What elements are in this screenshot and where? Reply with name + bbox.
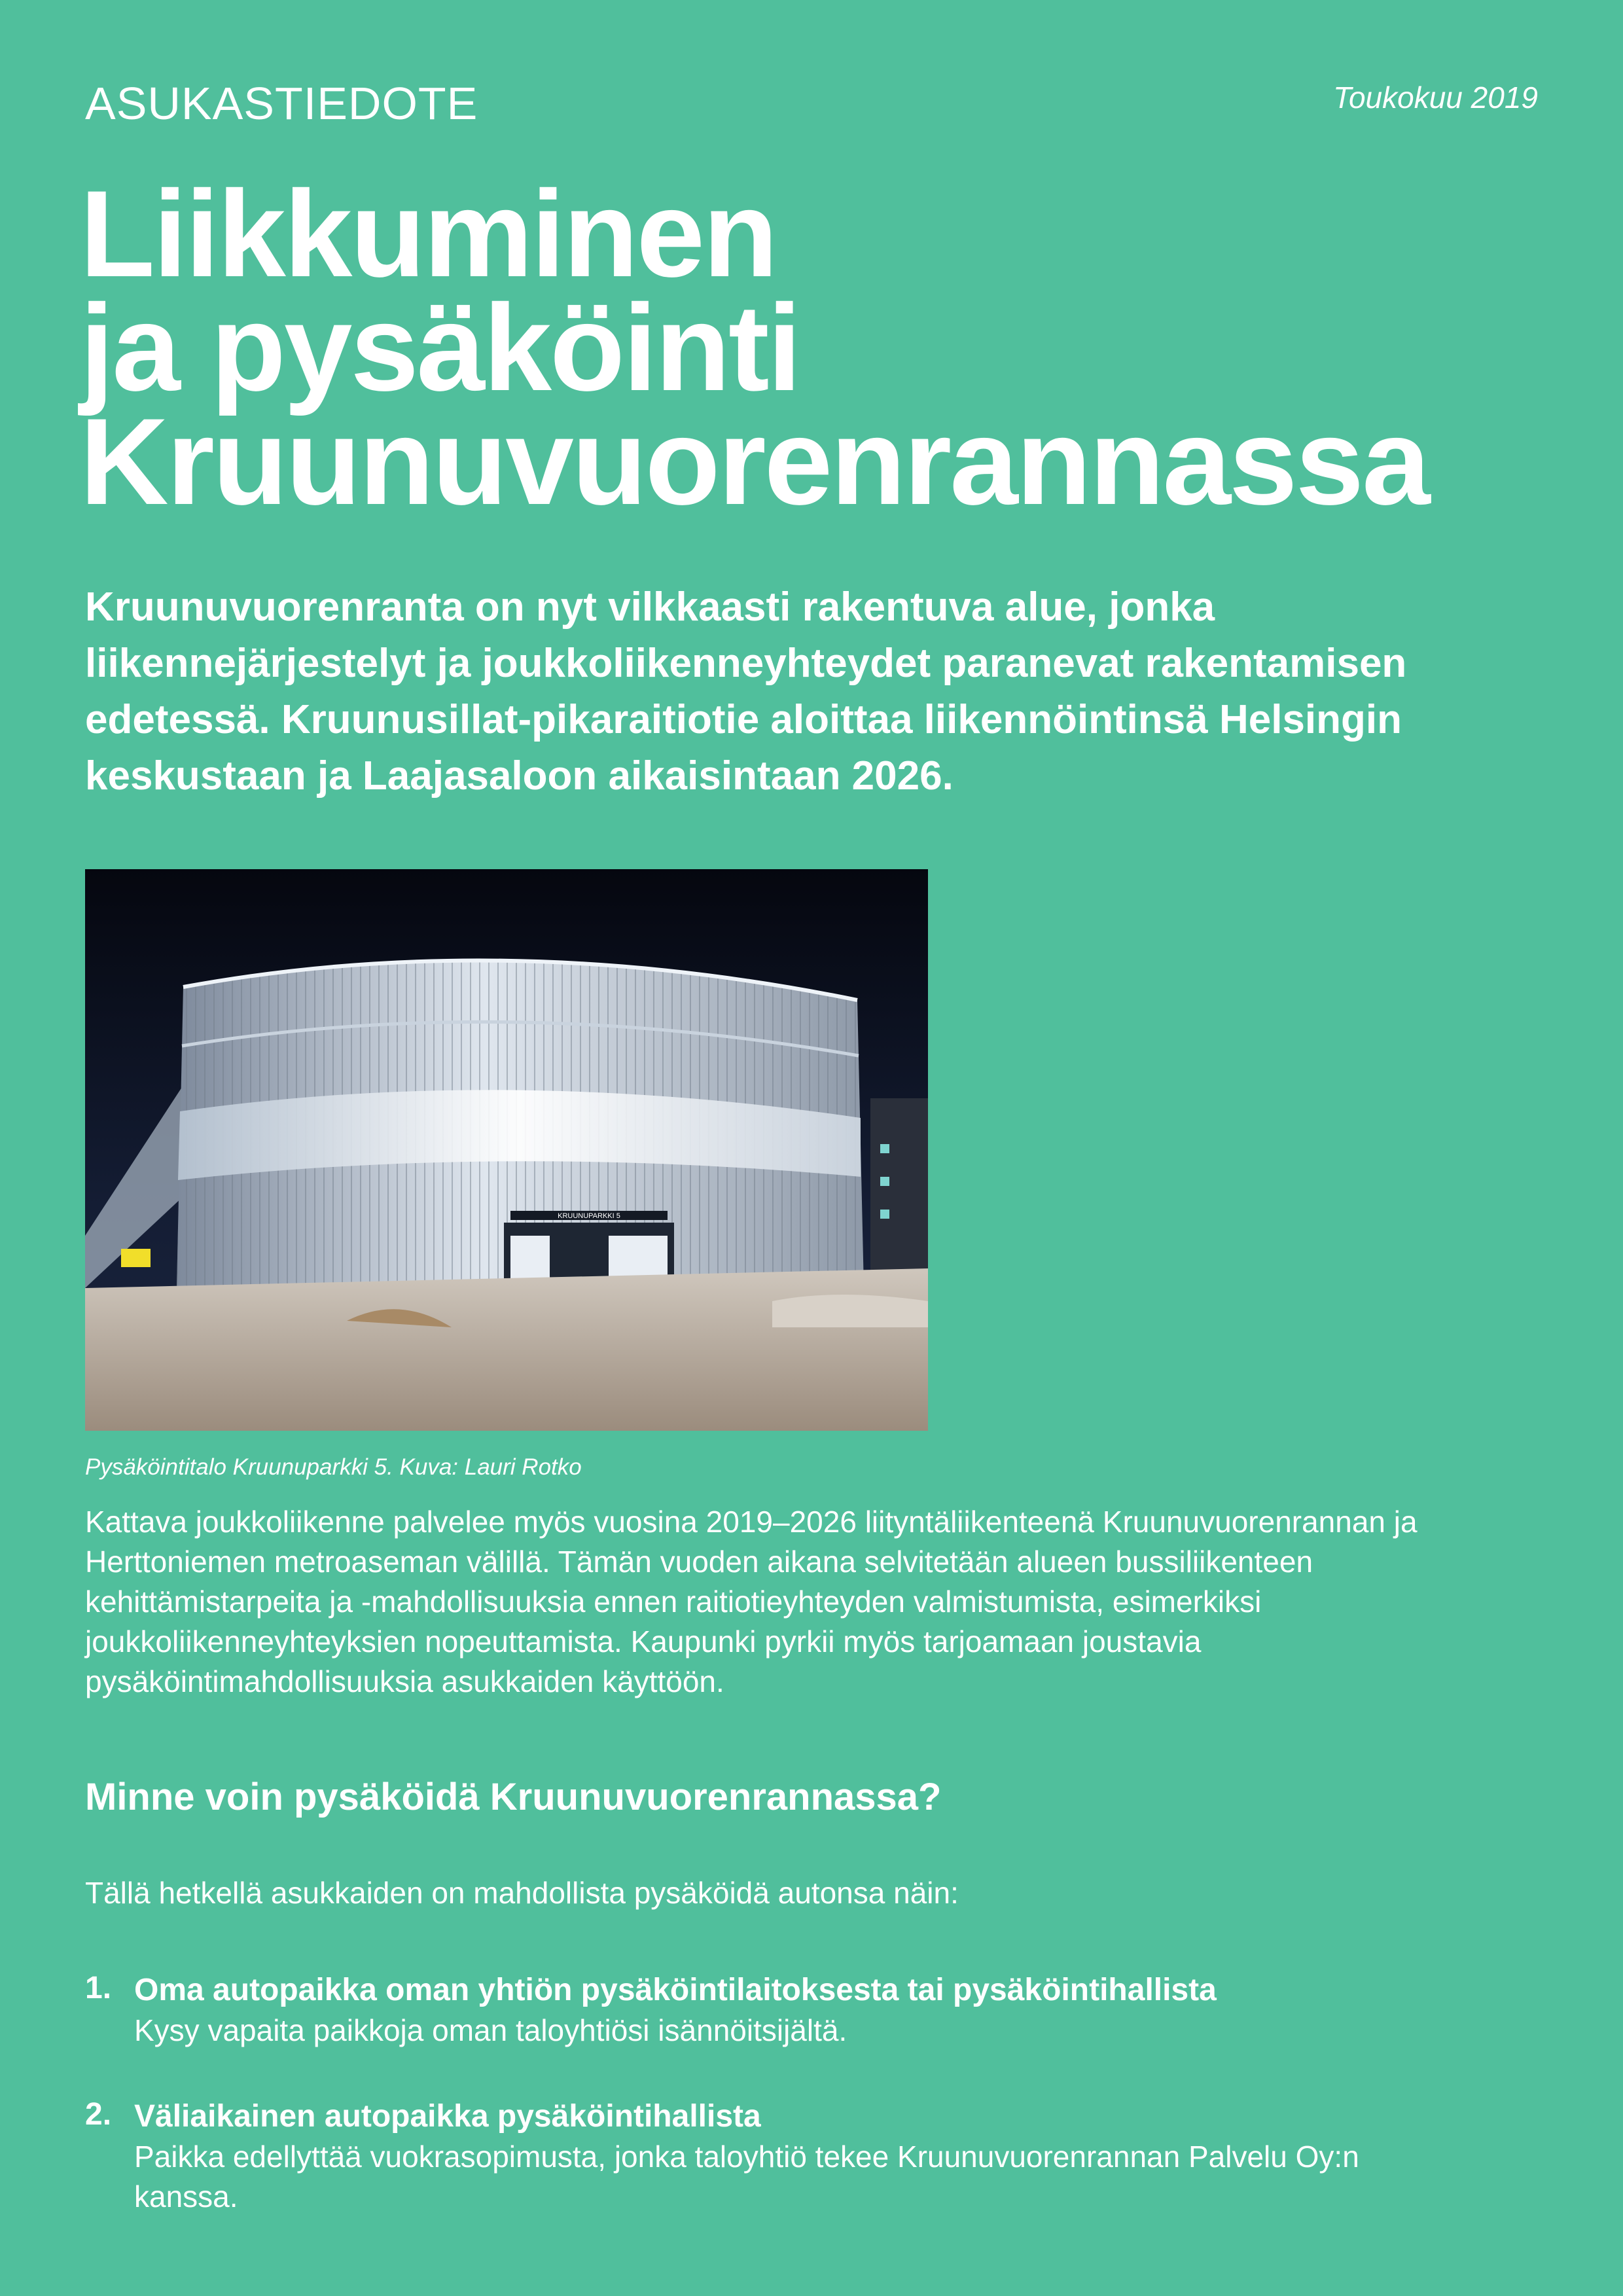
list-item-description: Paikka edellyttää vuokrasopimusta, jonka taloyhtiö tekee Kruunuvuorenrannan Palvelu Oy:n kanssa.	[134, 2140, 1359, 2214]
document-date: Toukokuu 2019	[1333, 81, 1538, 115]
list-item-description: Kysy vapaita paikkoja oman taloyhtiösi isännöitsijältä.	[134, 2013, 847, 2047]
title-line-3: Kruunuvuorenrannassa	[80, 393, 1429, 530]
list-item	[85, 1970, 1525, 2051]
parking-garage-photo	[85, 869, 928, 1431]
list-item-title: Väliaikainen autopaikka pysäköintihallista	[134, 2099, 761, 2134]
garage-sign-text: KRUUNUPARKKI 5	[558, 1212, 620, 1220]
parking-garage-illustration	[85, 869, 928, 1431]
list-item	[85, 2096, 1525, 2217]
body-paragraph: Kattava joukkoliikenne palvelee myös vuosina 2019–2026 liityntäliikenteenä Kruunuvuorenrannan ja Herttoniemen metroaseman välillä. Tämän vuoden aikana selvitetään alueen bussiliikenteen kehittämistarpeita ja -mahdollisuuksia ennen raitiotieyhteyden valmistumista, esimerkiksi joukkoliikenneyhteyksien nopeuttamista. Kaupunki pyrkii myös tarjoamaan joustavia pysäköintimahdollisuuksia asukkaiden käyttöön.	[85, 1505, 1418, 1698]
parking-options-list	[85, 1970, 1525, 2263]
title-line-2: ja pysäköinti	[80, 279, 800, 416]
photo-caption: Pysäköintitalo Kruunuparkki 5. Kuva: Lauri Rotko	[85, 1454, 582, 1480]
document-label: ASUKASTIEDOTE	[85, 78, 478, 129]
list-item-number: 2.	[85, 2097, 112, 2132]
page-title	[80, 165, 1429, 530]
list-item-number: 1.	[85, 1971, 112, 2005]
title-line-1: Liikkuminen	[80, 165, 776, 302]
lead-paragraph: Kruunuvuorenranta on nyt vilkkaasti rakentuva alue, jonka liikennejärjestelyt ja joukkoliikenneyhteydet paranevat rakentamisen edetessä. Kruunusillat-pikaraitiotie aloittaa liikennöintinsä Helsingin keskustaan ja Laajasaloon aikaisintaan 2026.	[85, 584, 1407, 798]
section-heading: Minne voin pysäköidä Kruunuvuorenrannassa?	[85, 1776, 942, 1818]
section-intro: Tällä hetkellä asukkaiden on mahdollista pysäköidä autonsa näin:	[85, 1876, 959, 1910]
list-item-title: Oma autopaikka oman yhtiön pysäköintilaitoksesta tai pysäköintihallista	[134, 1973, 1217, 2007]
